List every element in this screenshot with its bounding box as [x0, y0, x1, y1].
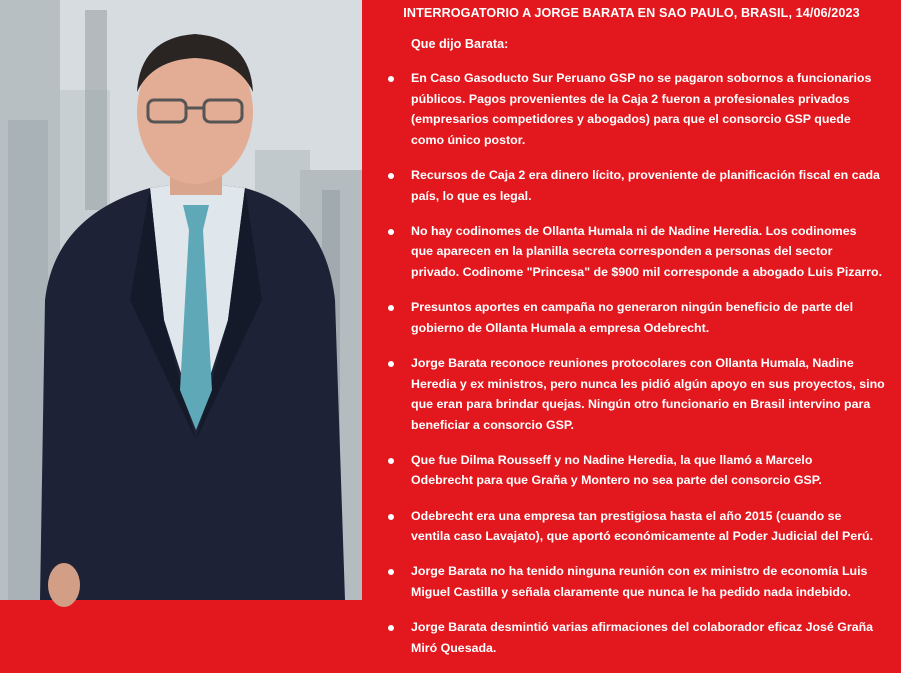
bullet-icon	[388, 76, 394, 82]
list-item	[388, 297, 899, 338]
list-item	[388, 221, 899, 283]
portrait-illustration	[0, 0, 362, 600]
statement-text: Odebrecht era una empresa tan prestigiosa hasta el año 2015 (cuando se ventila caso Lavajato), que aportó económicamente al Poder Judicial del Perú.	[411, 508, 874, 544]
statement-text: Jorge Barata no ha tenido ninguna reunión con ex ministro de economía Luis Miguel Castilla y señala claramente que nunca le ha pedido nada indebido.	[411, 564, 868, 600]
bullet-icon	[388, 514, 394, 520]
bullet-icon	[388, 569, 394, 575]
statement-text: Presuntos aportes en campaña no generaron ningún beneficio de parte del gobierno de Ollanta Humala a empresa Odebrecht.	[411, 300, 854, 335]
statement-text: No hay codinomes de Ollanta Humala ni de Nadine Heredia. Los codinomes que aparecen en la planilla secreta corresponden a personas del sector privado. Codinome "Princesa" de $900 mil corresponde a abogado Luis Pizarro.	[411, 223, 883, 279]
list-item	[388, 353, 899, 435]
statement-text: Recursos de Caja 2 era dinero lícito, proveniente de planificación fiscal en cada país, lo que es legal.	[411, 167, 880, 203]
statements-panel	[362, 0, 901, 655]
list-item	[388, 617, 899, 658]
lead-text: Que dijo Barata:	[411, 37, 509, 51]
statements-list	[388, 68, 899, 673]
statement-text: Jorge Barata desmintió varias afirmaciones del colaborador eficaz José Graña Miró Quesada.	[411, 620, 874, 655]
statement-text: Que fue Dilma Rousseff y no Nadine Heredia, la que llamó a Marcelo Odebrecht para que Graña y Montero no sea parte del consorcio GSP.	[411, 452, 822, 488]
bullet-icon	[388, 625, 394, 631]
portrait-photo	[0, 0, 362, 600]
list-item	[388, 68, 899, 150]
bullet-icon	[388, 229, 394, 235]
statement-text: En Caso Gasoducto Sur Peruano GSP no se pagaron sobornos a funcionarios públicos. Pagos provenientes de la Caja 2 fueron a profesionales privados (empresarios competidores y abogados) para que el consorcio GSP quede como único postor.	[411, 71, 872, 147]
list-item	[388, 561, 899, 602]
bullet-icon	[388, 173, 394, 179]
bullet-icon	[388, 361, 394, 367]
bullet-icon	[388, 305, 394, 311]
statement-text: Jorge Barata reconoce reuniones protocolares con Ollanta Humala, Nadine Heredia y ex ministros, pero nunca les pidió algún apoyo en sus proyectos, sino que eran para brindar quejas. Ningún otro funcionario en Brasil intervino para beneficiar a consorcio GSP.	[411, 355, 885, 432]
list-item	[388, 506, 899, 547]
bullet-icon	[388, 458, 394, 464]
list-item	[388, 450, 899, 491]
page-title: INTERROGATORIO A JORGE BARATA EN SAO PAULO, BRASIL, 14/06/2023	[403, 6, 860, 20]
list-item	[388, 165, 899, 206]
